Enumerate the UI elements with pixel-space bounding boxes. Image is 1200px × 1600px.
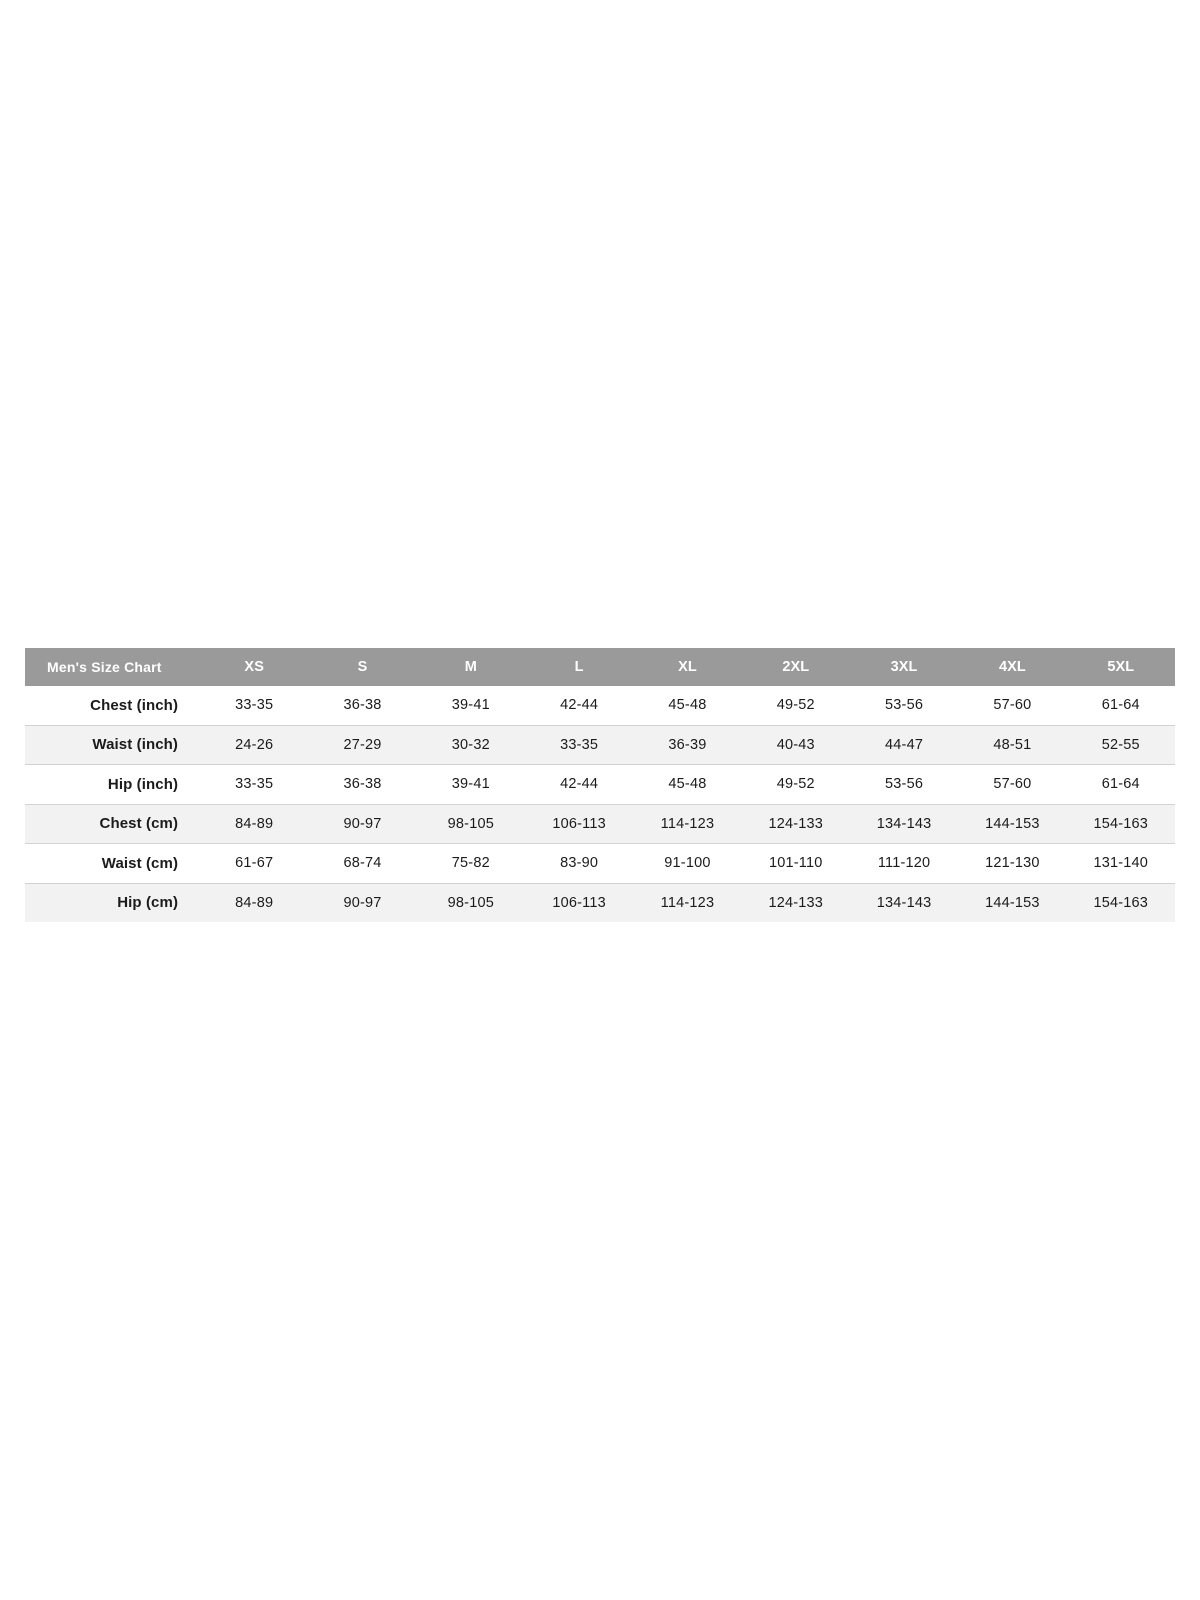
table-title: Men's Size Chart bbox=[25, 648, 200, 686]
row-label-hip-cm: Hip (cm) bbox=[25, 883, 200, 922]
cell-chest-cm-m: 98-105 bbox=[417, 804, 525, 844]
cell-chest-cm-2xl: 124-133 bbox=[742, 804, 850, 844]
cell-waist-cm-xl: 91-100 bbox=[633, 844, 741, 884]
cell-waist-cm-5xl: 131-140 bbox=[1067, 844, 1175, 884]
cell-hip-inch-m: 39-41 bbox=[417, 765, 525, 805]
column-header-xs: XS bbox=[200, 648, 308, 686]
table-row bbox=[25, 725, 1175, 765]
column-header-2xl: 2XL bbox=[742, 648, 850, 686]
cell-chest-inch-3xl: 53-56 bbox=[850, 686, 958, 725]
cell-waist-cm-xs: 61-67 bbox=[200, 844, 308, 884]
row-label-chest-cm: Chest (cm) bbox=[25, 804, 200, 844]
table-header bbox=[25, 648, 1175, 686]
cell-waist-inch-xs: 24-26 bbox=[200, 725, 308, 765]
cell-hip-inch-s: 36-38 bbox=[308, 765, 416, 805]
header-row bbox=[25, 648, 1175, 686]
cell-hip-cm-4xl: 144-153 bbox=[958, 883, 1066, 922]
size-chart-container bbox=[25, 648, 1175, 922]
table-row bbox=[25, 765, 1175, 805]
row-label-chest-inch: Chest (inch) bbox=[25, 686, 200, 725]
cell-waist-cm-3xl: 111-120 bbox=[850, 844, 958, 884]
cell-chest-inch-5xl: 61-64 bbox=[1067, 686, 1175, 725]
cell-waist-cm-s: 68-74 bbox=[308, 844, 416, 884]
cell-chest-inch-xs: 33-35 bbox=[200, 686, 308, 725]
cell-chest-cm-xl: 114-123 bbox=[633, 804, 741, 844]
cell-hip-cm-xs: 84-89 bbox=[200, 883, 308, 922]
cell-chest-cm-s: 90-97 bbox=[308, 804, 416, 844]
table-row bbox=[25, 883, 1175, 922]
cell-hip-cm-xl: 114-123 bbox=[633, 883, 741, 922]
column-header-xl: XL bbox=[633, 648, 741, 686]
cell-waist-cm-l: 83-90 bbox=[525, 844, 633, 884]
table-body bbox=[25, 686, 1175, 922]
cell-waist-inch-2xl: 40-43 bbox=[742, 725, 850, 765]
table-row bbox=[25, 804, 1175, 844]
cell-chest-cm-4xl: 144-153 bbox=[958, 804, 1066, 844]
cell-waist-inch-s: 27-29 bbox=[308, 725, 416, 765]
cell-waist-cm-4xl: 121-130 bbox=[958, 844, 1066, 884]
cell-hip-inch-4xl: 57-60 bbox=[958, 765, 1066, 805]
table-row bbox=[25, 844, 1175, 884]
cell-chest-inch-l: 42-44 bbox=[525, 686, 633, 725]
cell-chest-inch-4xl: 57-60 bbox=[958, 686, 1066, 725]
cell-chest-inch-2xl: 49-52 bbox=[742, 686, 850, 725]
cell-hip-inch-l: 42-44 bbox=[525, 765, 633, 805]
column-header-3xl: 3XL bbox=[850, 648, 958, 686]
cell-hip-cm-m: 98-105 bbox=[417, 883, 525, 922]
table-row bbox=[25, 686, 1175, 725]
row-label-hip-inch: Hip (inch) bbox=[25, 765, 200, 805]
cell-hip-inch-2xl: 49-52 bbox=[742, 765, 850, 805]
cell-hip-inch-xs: 33-35 bbox=[200, 765, 308, 805]
cell-hip-inch-xl: 45-48 bbox=[633, 765, 741, 805]
column-header-m: M bbox=[417, 648, 525, 686]
cell-hip-inch-5xl: 61-64 bbox=[1067, 765, 1175, 805]
cell-hip-cm-s: 90-97 bbox=[308, 883, 416, 922]
cell-waist-inch-5xl: 52-55 bbox=[1067, 725, 1175, 765]
cell-chest-cm-xs: 84-89 bbox=[200, 804, 308, 844]
cell-waist-cm-2xl: 101-110 bbox=[742, 844, 850, 884]
row-label-waist-cm: Waist (cm) bbox=[25, 844, 200, 884]
mens-size-chart-table bbox=[25, 648, 1175, 922]
cell-waist-inch-m: 30-32 bbox=[417, 725, 525, 765]
cell-chest-cm-3xl: 134-143 bbox=[850, 804, 958, 844]
cell-waist-inch-l: 33-35 bbox=[525, 725, 633, 765]
cell-hip-cm-l: 106-113 bbox=[525, 883, 633, 922]
cell-chest-inch-xl: 45-48 bbox=[633, 686, 741, 725]
cell-chest-inch-s: 36-38 bbox=[308, 686, 416, 725]
cell-hip-cm-3xl: 134-143 bbox=[850, 883, 958, 922]
cell-chest-cm-5xl: 154-163 bbox=[1067, 804, 1175, 844]
cell-waist-inch-xl: 36-39 bbox=[633, 725, 741, 765]
cell-hip-cm-2xl: 124-133 bbox=[742, 883, 850, 922]
cell-waist-cm-m: 75-82 bbox=[417, 844, 525, 884]
cell-hip-cm-5xl: 154-163 bbox=[1067, 883, 1175, 922]
cell-waist-inch-3xl: 44-47 bbox=[850, 725, 958, 765]
cell-waist-inch-4xl: 48-51 bbox=[958, 725, 1066, 765]
cell-chest-inch-m: 39-41 bbox=[417, 686, 525, 725]
cell-hip-inch-3xl: 53-56 bbox=[850, 765, 958, 805]
column-header-s: S bbox=[308, 648, 416, 686]
row-label-waist-inch: Waist (inch) bbox=[25, 725, 200, 765]
cell-chest-cm-l: 106-113 bbox=[525, 804, 633, 844]
column-header-l: L bbox=[525, 648, 633, 686]
column-header-5xl: 5XL bbox=[1067, 648, 1175, 686]
column-header-4xl: 4XL bbox=[958, 648, 1066, 686]
